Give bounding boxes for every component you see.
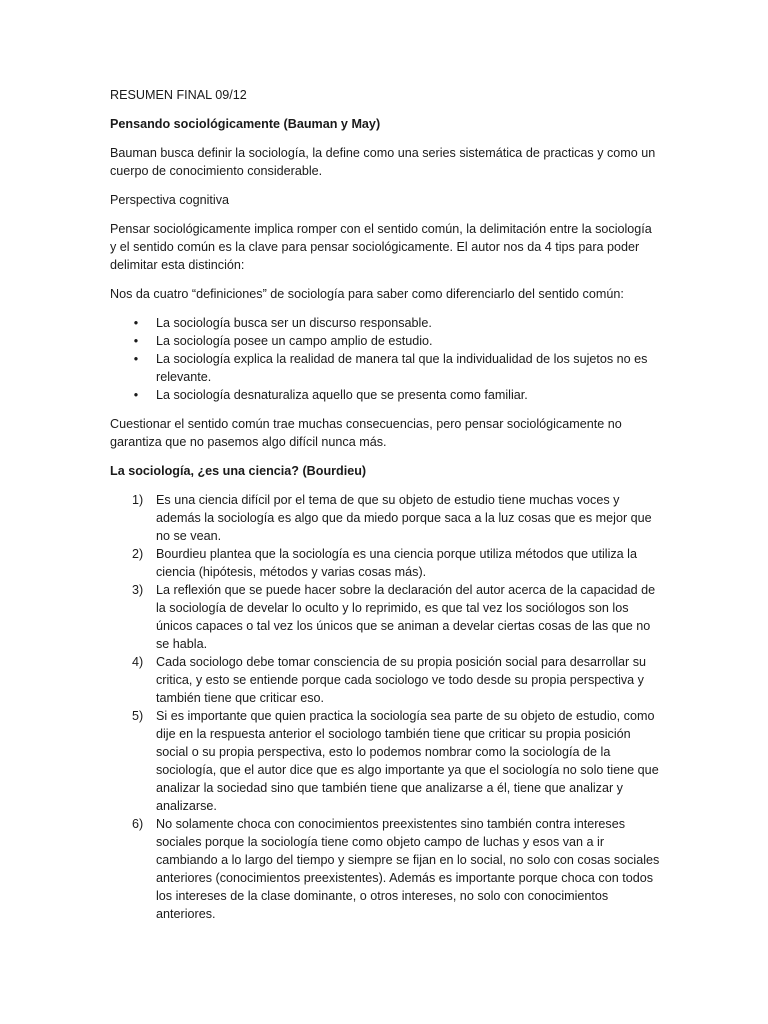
document-body (110, 86, 660, 923)
item-number: 6) (132, 817, 144, 831)
list-item-text: La sociología desnaturaliza aquello que se presenta como familiar. (156, 388, 528, 402)
list-item-text: Cada sociologo debe tomar consciencia de su propia posición social para desarrollar su critica, y esto se entiende porque cada sociologo ve todo desde su propia perspectiva y también tiene que criticar eso. (156, 655, 647, 705)
bullet-icon: • (133, 316, 139, 330)
item-number: 3) (132, 583, 144, 597)
list-item (110, 386, 660, 404)
list-item-text: Si es importante que quien practica la sociología sea parte de su objeto de estudio, como dije en la respuesta anterior el sociologo también tiene que criticar su propia posición social o su propia perspectiva, esto lo podemos nombrar como la sociología de la sociología, que el autor dice que es algo importante ya que el sociología no solo tiene que analizar la sociedad sino que también tiene que analizarse a él, tiene que analizar y analizarse. (156, 709, 659, 813)
list-item-text: Bourdieu plantea que la sociología es una ciencia porque utiliza métodos que utiliza la ciencia (hipótesis, métodos y varias cosas más). (156, 547, 637, 579)
list-item (110, 815, 660, 923)
list-item-text: La sociología posee un campo amplio de estudio. (156, 334, 433, 348)
section-title-bauman: Pensando sociológicamente (Bauman y May) (110, 117, 381, 131)
questions-list (110, 491, 660, 923)
document-header: RESUMEN FINAL 09/12 (110, 88, 247, 102)
list-item-text: La reflexión que se puede hacer sobre la declaración del autor acerca de la capacidad de la sociología de develar lo oculto y lo reprimido, es que tal vez los sociólogos son los únicos capaces o tal vez los únicos que se animan a develar ciertas cosas de las que no se habla. (156, 583, 656, 651)
list-item (110, 653, 660, 707)
list-item (110, 350, 660, 386)
list-item-text: No solamente choca con conocimientos preexistentes sino también contra intereses sociales porque la sociología tiene como objeto campo de luchas y esos van a ir cambiando a lo largo del tiempo y siempre se fijan en lo social, no solo con cosas sociales anteriores (conocimientos preexistentes). Además es importante porque choca con todos los intereses de la clase dominante, o otros intereses, no solo con conocimientos anteriores. (156, 817, 660, 921)
item-number: 2) (132, 547, 144, 561)
item-number: 1) (132, 493, 144, 507)
section-title-bourdieu: La sociología, ¿es una ciencia? (Bourdieu) (110, 464, 367, 478)
list-item-text: La sociología busca ser un discurso responsable. (156, 316, 432, 330)
paragraph-closing: Cuestionar el sentido común trae muchas consecuencias, pero pensar sociológicamente no garantiza que no pasemos algo difícil nunca más. (110, 417, 622, 449)
paragraph-intro: Bauman busca definir la sociología, la define como una series sistemática de practicas y como un cuerpo de conocimiento considerable. (110, 146, 656, 178)
list-item-text: La sociología explica la realidad de manera tal que la individualidad de los sujetos no es relevante. (156, 352, 648, 384)
definitions-list (110, 314, 660, 404)
bullet-icon: • (133, 334, 139, 348)
bullet-icon: • (133, 352, 139, 366)
list-item (110, 707, 660, 815)
paragraph-pensar: Pensar sociológicamente implica romper con el sentido común, la delimitación entre la sociología y el sentido común es la clave para pensar sociológicamente. El autor nos da 4 tips para poder delimitar esta distinción: (110, 222, 652, 272)
item-number: 4) (132, 655, 144, 669)
subheading-perspectiva: Perspectiva cognitiva (110, 193, 230, 207)
list-item (110, 332, 660, 350)
list-item (110, 491, 660, 545)
list-item-text: Es una ciencia difícil por el tema de que su objeto de estudio tiene muchas voces y además la sociología es algo que da miedo porque saca a la luz cosas que es mejor que no se vean. (156, 493, 652, 543)
item-number: 5) (132, 709, 144, 723)
bullet-icon: • (133, 388, 139, 402)
list-item (110, 545, 660, 581)
list-item (110, 314, 660, 332)
paragraph-definiciones: Nos da cuatro “definiciones” de sociología para saber como diferenciarlo del sentido común: (110, 287, 624, 301)
list-item (110, 581, 660, 653)
